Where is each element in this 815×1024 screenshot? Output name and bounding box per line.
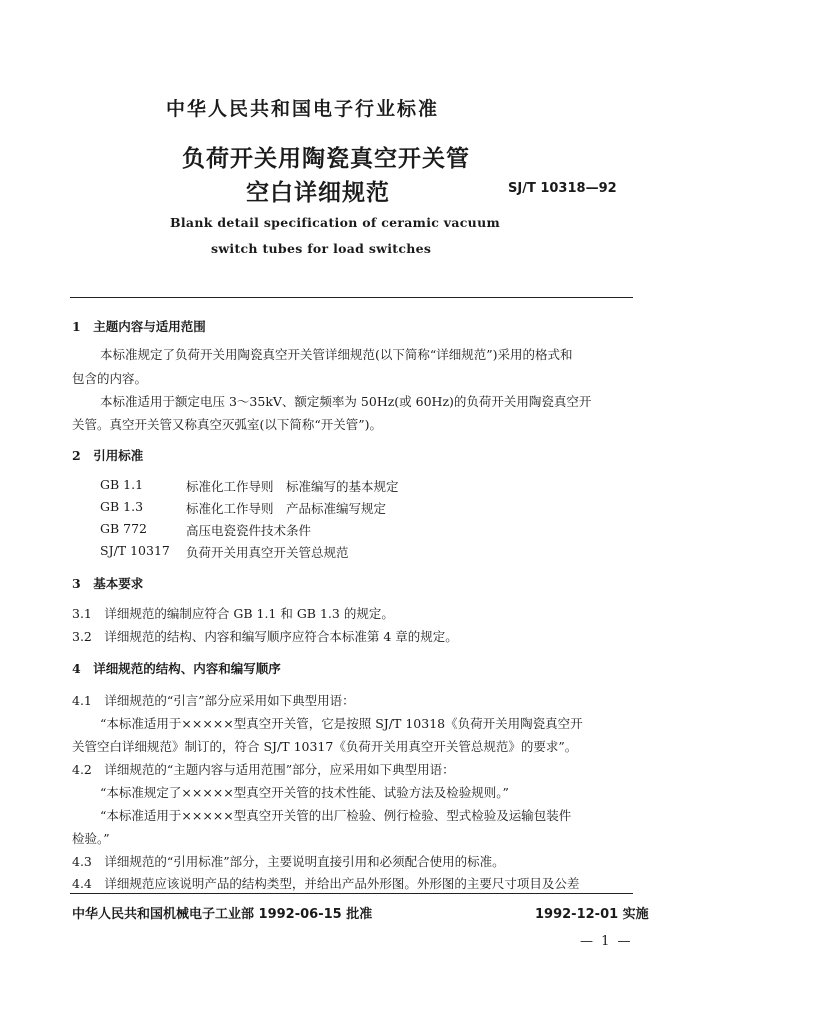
reference-title: 负荷开关用真空开关管总规范	[186, 545, 349, 560]
document-title-en-line1: Blank detail specification of ceramic vacuum	[170, 215, 500, 230]
section-2-heading: 2 引用标准	[72, 448, 144, 463]
reference-code: GB 1.3	[100, 499, 144, 514]
clause-4-2-quote: “本标准规定了×××××型真空开关管的技术性能、试验方法及检验规则。”	[100, 785, 509, 800]
clause-4-4: 4.4 详细规范应该说明产品的结构类型，并给出产品外形图。外形图的主要尺寸项目及公差	[72, 876, 580, 891]
implementation-date: 1992-12-01 实施	[535, 907, 649, 922]
reference-code: SJ/T 10317	[100, 543, 170, 558]
clause-3-2: 3.2 详细规范的结构、内容和编写顺序应符合本标准第 4 章的规定。	[72, 629, 458, 644]
clause-4-2: 4.2 详细规范的“主题内容与适用范围”部分，应采用如下典型用语：	[72, 762, 455, 777]
standard-type-header: 中华人民共和国电子行业标准	[166, 98, 440, 120]
reference-title: 标准化工作导则 标准编写的基本规定	[186, 479, 399, 494]
section-1-line: 本标准规定了负荷开关用陶瓷真空开关管详细规范(以下简称“详细规范”)采用的格式和	[100, 347, 573, 362]
reference-title: 标准化工作导则 产品标准编写规定	[186, 501, 387, 516]
page-number: — 1 —	[580, 934, 633, 949]
header-divider	[70, 297, 633, 298]
clause-3-1: 3.1 详细规范的编制应符合 GB 1.1 和 GB 1.3 的规定。	[72, 606, 394, 621]
clause-4-3: 4.3 详细规范的“引用标准”部分，主要说明直接引用和必须配合使用的标准。	[72, 854, 505, 869]
clause-4-2-quote: 检验。”	[72, 831, 110, 846]
standard-code: SJ/T 10318—92	[508, 181, 617, 196]
reference-code: GB 1.1	[100, 477, 144, 492]
section-1-line: 关管。真空开关管又称真空灭弧室(以下简称“开关管”)。	[72, 417, 383, 432]
footer-divider	[70, 893, 633, 894]
section-1-line: 包含的内容。	[72, 371, 148, 386]
reference-code: GB 772	[100, 521, 148, 536]
document-title-en-line2: switch tubes for load switches	[211, 241, 432, 256]
reference-title: 高压电瓷瓷件技术条件	[186, 523, 312, 538]
clause-4-2-quote: “本标准适用于×××××型真空开关管的出厂检验、例行检验、型式检验及运输包装件	[100, 808, 572, 823]
document-title-zh-line2: 空白详细规范	[246, 179, 390, 206]
approval-statement: 中华人民共和国机械电子工业部 1992-06-15 批准	[72, 907, 373, 922]
section-3-heading: 3 基本要求	[72, 576, 144, 591]
section-1-heading: 1 主题内容与适用范围	[72, 319, 206, 334]
clause-4-1-quote: “本标准适用于×××××型真空开关管，它是按照 SJ/T 10318《负荷开关用陶瓷真空开	[100, 716, 583, 731]
clause-4-1: 4.1 详细规范的“引言”部分应采用如下典型用语：	[72, 693, 355, 708]
section-4-heading: 4 详细规范的结构、内容和编写顺序	[72, 661, 281, 676]
clause-4-1-quote: 关管空白详细规范》制订的，符合 SJ/T 10317《负荷开关用真空开关管总规范》的要求”。	[72, 739, 578, 754]
document-title-zh-line1: 负荷开关用陶瓷真空开关管	[182, 145, 470, 172]
section-1-line: 本标准适用于额定电压 3～35kV、额定频率为 50Hz(或 60Hz)的负荷开关用陶瓷真空开	[100, 394, 592, 409]
